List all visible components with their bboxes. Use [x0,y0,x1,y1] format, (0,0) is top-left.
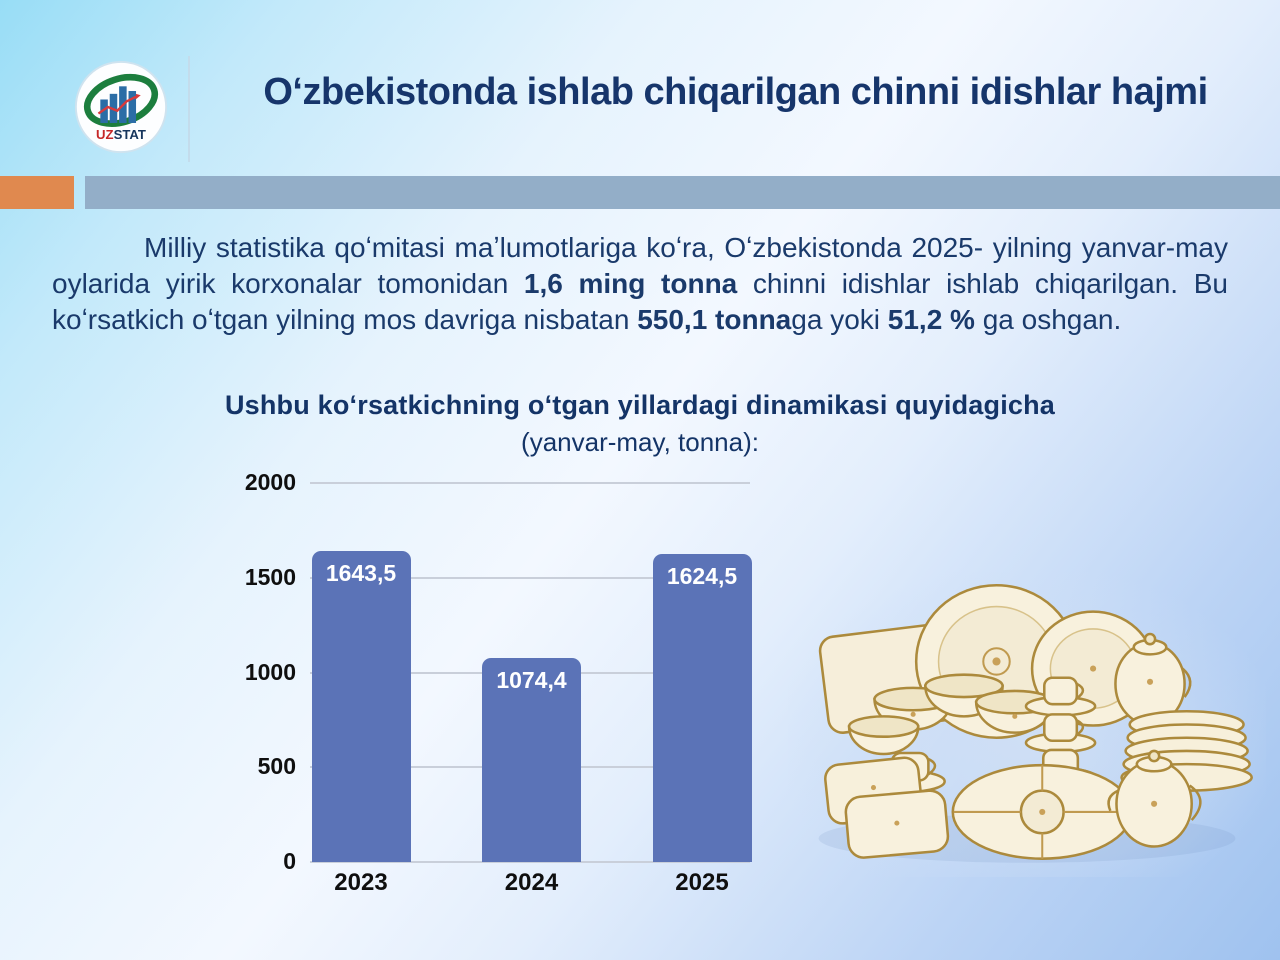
chart-subtitle: (yanvar-may, tonna): [521,427,759,457]
y-axis-tick-label: 2000 [244,469,296,495]
highlight-increase-tonnage: 550,1 tonna [637,304,792,335]
x-axis-tick-label: 2024 [504,869,559,896]
y-axis-tick-label: 1500 [244,563,296,590]
bar-2025 [653,554,752,862]
y-axis-tick-label: 500 [257,753,296,780]
bar-value-label: 1624,5 [666,563,738,590]
paragraph-text: ga yoki [791,304,888,335]
bar-2023 [312,551,411,862]
y-axis-tick-label: 0 [283,848,296,874]
porcelain-dishes-image [788,572,1266,877]
paragraph-text: ga oshgan. [974,304,1122,335]
paragraph-text: chinni idishlar ishlab chiqarilgan. Bu koʻrsatkich oʻtgan yilning mos davriga nisbatan [52,268,1228,335]
chart-gridline [310,482,750,484]
paragraph-text: Milliy statistika qoʻmitasi maʼlumotlariga koʻra, Oʻzbekistonda 2025- yilning yanvar-may oylarida yirik korxonalar tomonidan [52,232,1228,299]
chart-title: Ushbu koʻrsatkichning oʻtgan yillardagi dinamikasi quyidagicha [224,390,1056,420]
bar-value-label: 1643,5 [325,559,397,586]
logo-stat-text: STAT [113,126,146,142]
bar-value-label: 1074,4 [496,667,567,694]
highlight-increase-percent: 51,2 % [887,304,975,335]
page-title: Oʻzbekistonda ishlab chiqarilgan chinni idishlar hajmi [263,71,1208,113]
x-axis-tick-label: 2025 [675,869,729,896]
y-axis-tick-label: 1000 [244,658,296,685]
x-axis-tick-label: 2023 [334,869,388,896]
highlight-total-tonnage: 1,6 ming tonna [523,268,738,299]
porcelain-dishes-illustration [788,572,1266,877]
logo-uz-text: UZ [96,126,114,142]
